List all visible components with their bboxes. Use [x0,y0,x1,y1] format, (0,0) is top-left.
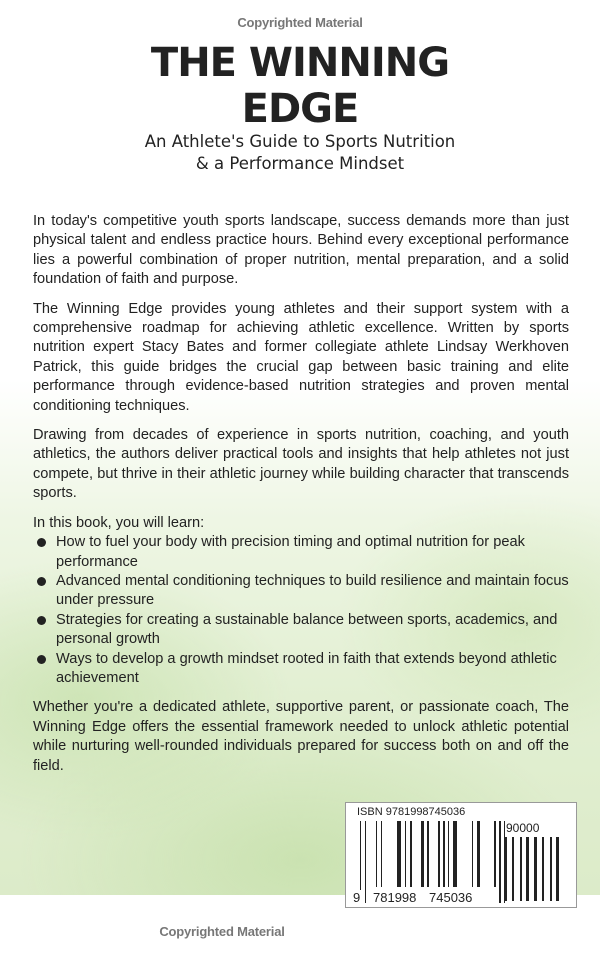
book-title-line1: THE WINNING [150,40,450,86]
barcode-row [33,802,569,908]
list-item: Ways to develop a growth mindset rooted in faith that extends beyond athletic achievement [33,650,569,689]
isbn-barcode [345,802,577,908]
barcode-bar [443,821,444,887]
barcode-addon-bar [520,837,522,901]
barcode-digits-left: 781998 [373,889,417,905]
barcode-bar [453,821,457,887]
list-item: How to fuel your body with precision timing and optimal nutrition for peak performance [33,533,569,572]
back-cover-blurb [33,212,569,953]
book-subtitle [0,131,600,175]
closing-paragraph: Whether you're a dedicated athlete, supportive parent, or passionate coach, The Winning Edge offers the essential framework needed to unlock athletic potential while nurturing well-rounded individuals prepared for success both on and off the field. [33,699,569,774]
paragraph: Drawing from decades of experience in sports nutrition, coaching, and youth athletics, the authors deliver practical tools and insights that help athletes not just compete, but thrive in their athletic journey while building character that transcends sports. [33,427,569,502]
subtitle-line2: & a Performance Mindset [195,154,405,173]
barcode-addon-bar [556,837,559,901]
barcode-bar [381,821,382,887]
barcode-bar [427,821,428,887]
barcode-addon-number: 90000 [506,820,540,835]
barcode-bar [376,821,377,887]
barcode-bar [448,821,449,887]
barcode-bar [477,821,480,887]
barcode-addon-bar [512,837,514,901]
barcode-addon-bar [504,837,507,901]
paragraph: The Winning Edge provides young athletes and their support system with a comprehensive roadmap for achieving athletic excellence. Written by sports nutrition expert Stacy Bates and former collegiate athlete Lindsay Werkhoven Patrick, this guide bridges the crucial gap between basic training and elite performance through evidence-based nutrition strategies and proven mental conditioning techniques. [33,300,569,414]
subtitle-line1: An Athlete's Guide to Sports Nutrition [144,132,456,151]
barcode-bar [397,821,401,887]
paragraph: In today's competitive youth sports landscape, success demands more than just physical talent and endless practice hours. Behind every exceptional performance lies a powerful combination of proper nutrition, mental preparation, and a solid foundation of faith and purpose. [33,213,569,288]
barcode-bar [410,821,413,887]
barcode-bar [499,821,500,903]
barcode-addon-bar [534,837,537,901]
barcode-digits-right: 745036 [429,889,473,905]
barcode-addon-bar [550,837,552,901]
barcode-bar [494,821,495,887]
barcode-bar [421,821,424,887]
barcode-bar [405,821,406,887]
list-item: Strategies for creating a sustainable balance between sports, academics, and personal growth [33,611,569,650]
barcode-bar [438,821,439,887]
barcode-digit-first: 9 [353,889,361,905]
barcode-addon-bar [526,837,529,901]
copyright-watermark-bottom: Copyrighted Material [159,923,285,939]
copyright-watermark-top: Copyrighted Material [237,15,363,30]
barcode-addon-bar [542,837,544,901]
list-intro: In this book, you will learn: [33,514,205,531]
barcode-bar [472,821,473,887]
book-title-line2: EDGE [241,86,359,132]
list-item: Advanced mental conditioning techniques to build resilience and maintain focus under pressure [33,572,569,611]
barcode-bar [365,821,366,903]
learning-list [33,533,569,688]
isbn-label: ISBN 9781998745036 [357,805,466,818]
